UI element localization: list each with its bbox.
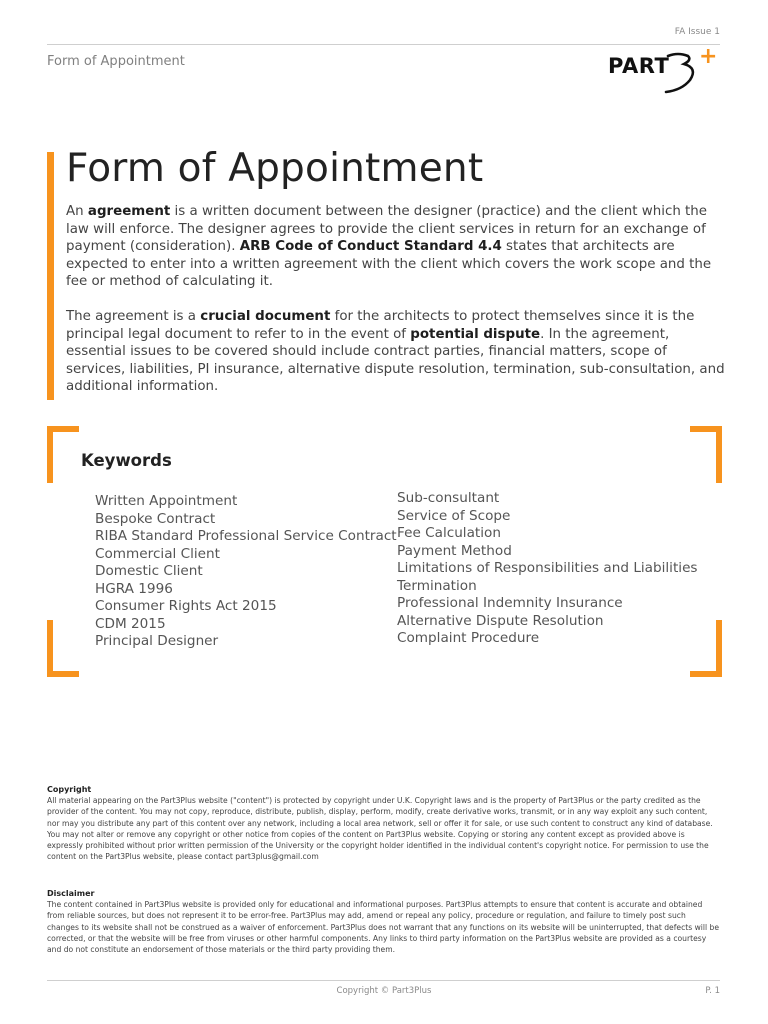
p2-text: . In the agreement, essential issues to be covered should include contract parties, financial matters, scope of services, liabilities, PI insurance, alternative dispute resolution, termination, sub-consultation, and additional information. — [66, 326, 725, 395]
page-number: P. 1 — [705, 986, 720, 996]
intro-paragraph — [66, 203, 726, 291]
keyword-item: Limitations of Responsibilities and Liabilities — [397, 560, 698, 576]
copyright-heading: Copyright — [47, 785, 92, 794]
keyword-item: Professional Indemnity Insurance — [397, 595, 623, 611]
footer-copyright: Copyright © Part3Plus — [336, 986, 432, 996]
top-divider — [47, 44, 720, 45]
keyword-item: Commercial Client — [95, 545, 220, 562]
keywords-left-list — [95, 493, 397, 651]
logo-plus: + — [699, 44, 718, 69]
p1-text: states that architects are expected to enter into a written agreement with the client which covers the work scope and the fee or method of calculating it. — [66, 239, 712, 290]
keyword-item: Written Appointment — [95, 493, 238, 509]
logo-text: PART — [608, 54, 670, 78]
keywords-heading: Keywords — [81, 451, 172, 470]
page-title: Form of Appointment — [66, 146, 484, 191]
disclaimer-heading: Disclaimer — [47, 889, 95, 898]
keyword-item: Alternative Dispute Resolution — [397, 612, 604, 629]
p1-bold-arb-code: ARB Code of Conduct Standard 4.4 — [239, 239, 502, 255]
p2-text: for the architects to protect themselves since it is the principal legal document to refer to in the event of — [66, 309, 695, 342]
keyword-item: HGRA 1996 — [95, 580, 173, 597]
copyright-section — [47, 784, 720, 862]
bracket-top-left — [47, 426, 79, 483]
p1-bold-agreement: agreement — [87, 204, 171, 219]
keyword-item: Service of Scope — [397, 507, 511, 524]
keyword-item: Sub-consultant — [397, 490, 500, 506]
keywords-right-list — [397, 490, 698, 648]
keyword-item: CDM 2015 — [95, 615, 166, 632]
keyword-item: RIBA Standard Professional Service Contract — [95, 528, 397, 544]
p2-bold-crucial-document: crucial document — [200, 309, 331, 324]
keyword-item: Termination — [397, 577, 477, 594]
accent-bar — [47, 152, 54, 400]
p2-text: The agreement is a — [66, 309, 201, 324]
keyword-item: Domestic Client — [95, 563, 203, 579]
issue-label: FA Issue 1 — [674, 27, 720, 37]
copyright-text: All material appearing on the Part3Plus website ("content") is protected by copyright under U.K. Copyright laws and is the property of Part3Plus or the party credited as the provider of the content. You may not copy, reproduce, distribute, publish, display, perform, modify, create derivative works, transmit, or in any way exploit any such content, nor may you distribute any part of this content over any network, including a local area network, sell or offer it for sale, or use such content to construct any kind of database. You may not alter or remove any copyright or other notice from copies of the content on Part3Plus website. Copying or storing any content except as provided above is expressly prohibited without prior written permission of the University or the copyright holder identified in the individual content's copyright notice. For permission to use the content on the Part3Plus website, please contact part3plus@gmail.com — [47, 796, 713, 862]
p1-text: is a written document between the designer (practice) and the client which the law will enforce. The designer agrees to provide the client services in return for an exchange of payment (consideration). — [66, 204, 708, 255]
disclaimer-section — [47, 888, 720, 955]
second-paragraph — [66, 308, 726, 396]
keyword-item: Principal Designer — [95, 633, 219, 649]
bracket-top-right — [690, 426, 722, 483]
keyword-item: Consumer Rights Act 2015 — [95, 598, 277, 614]
bottom-divider — [47, 980, 720, 981]
keyword-item: Fee Calculation — [397, 525, 501, 541]
keyword-item: Payment Method — [397, 542, 512, 559]
bracket-bottom-left — [47, 620, 79, 677]
header-title: Form of Appointment — [47, 54, 185, 69]
keyword-item: Complaint Procedure — [397, 630, 540, 646]
part3plus-logo — [606, 44, 721, 95]
keyword-item: Bespoke Contract — [95, 510, 216, 527]
disclaimer-text: The content contained in Part3Plus website is provided only for educational and informational purposes. Part3Plus attempts to ensure that content is accurate and obtained from reliable sources, but does not represent it to be error-free. Part3Plus may add, amend or repeal any policy, procedure or regulation, and failure to timely post such changes to its website shall not be construed as a waiver of enforcement. Part3Plus does not warrant that any functions on its website will be uninterrupted, that defects will be corrected, or that the website will be free from viruses or other harmful components. Any links to third party information on the Part3Plus website are provided as a courtesy and do not constitute an endorsement of those materials or the third party providing them. — [47, 900, 720, 955]
p1-text: An — [66, 204, 88, 219]
p2-bold-potential-dispute: potential dispute — [410, 326, 541, 342]
